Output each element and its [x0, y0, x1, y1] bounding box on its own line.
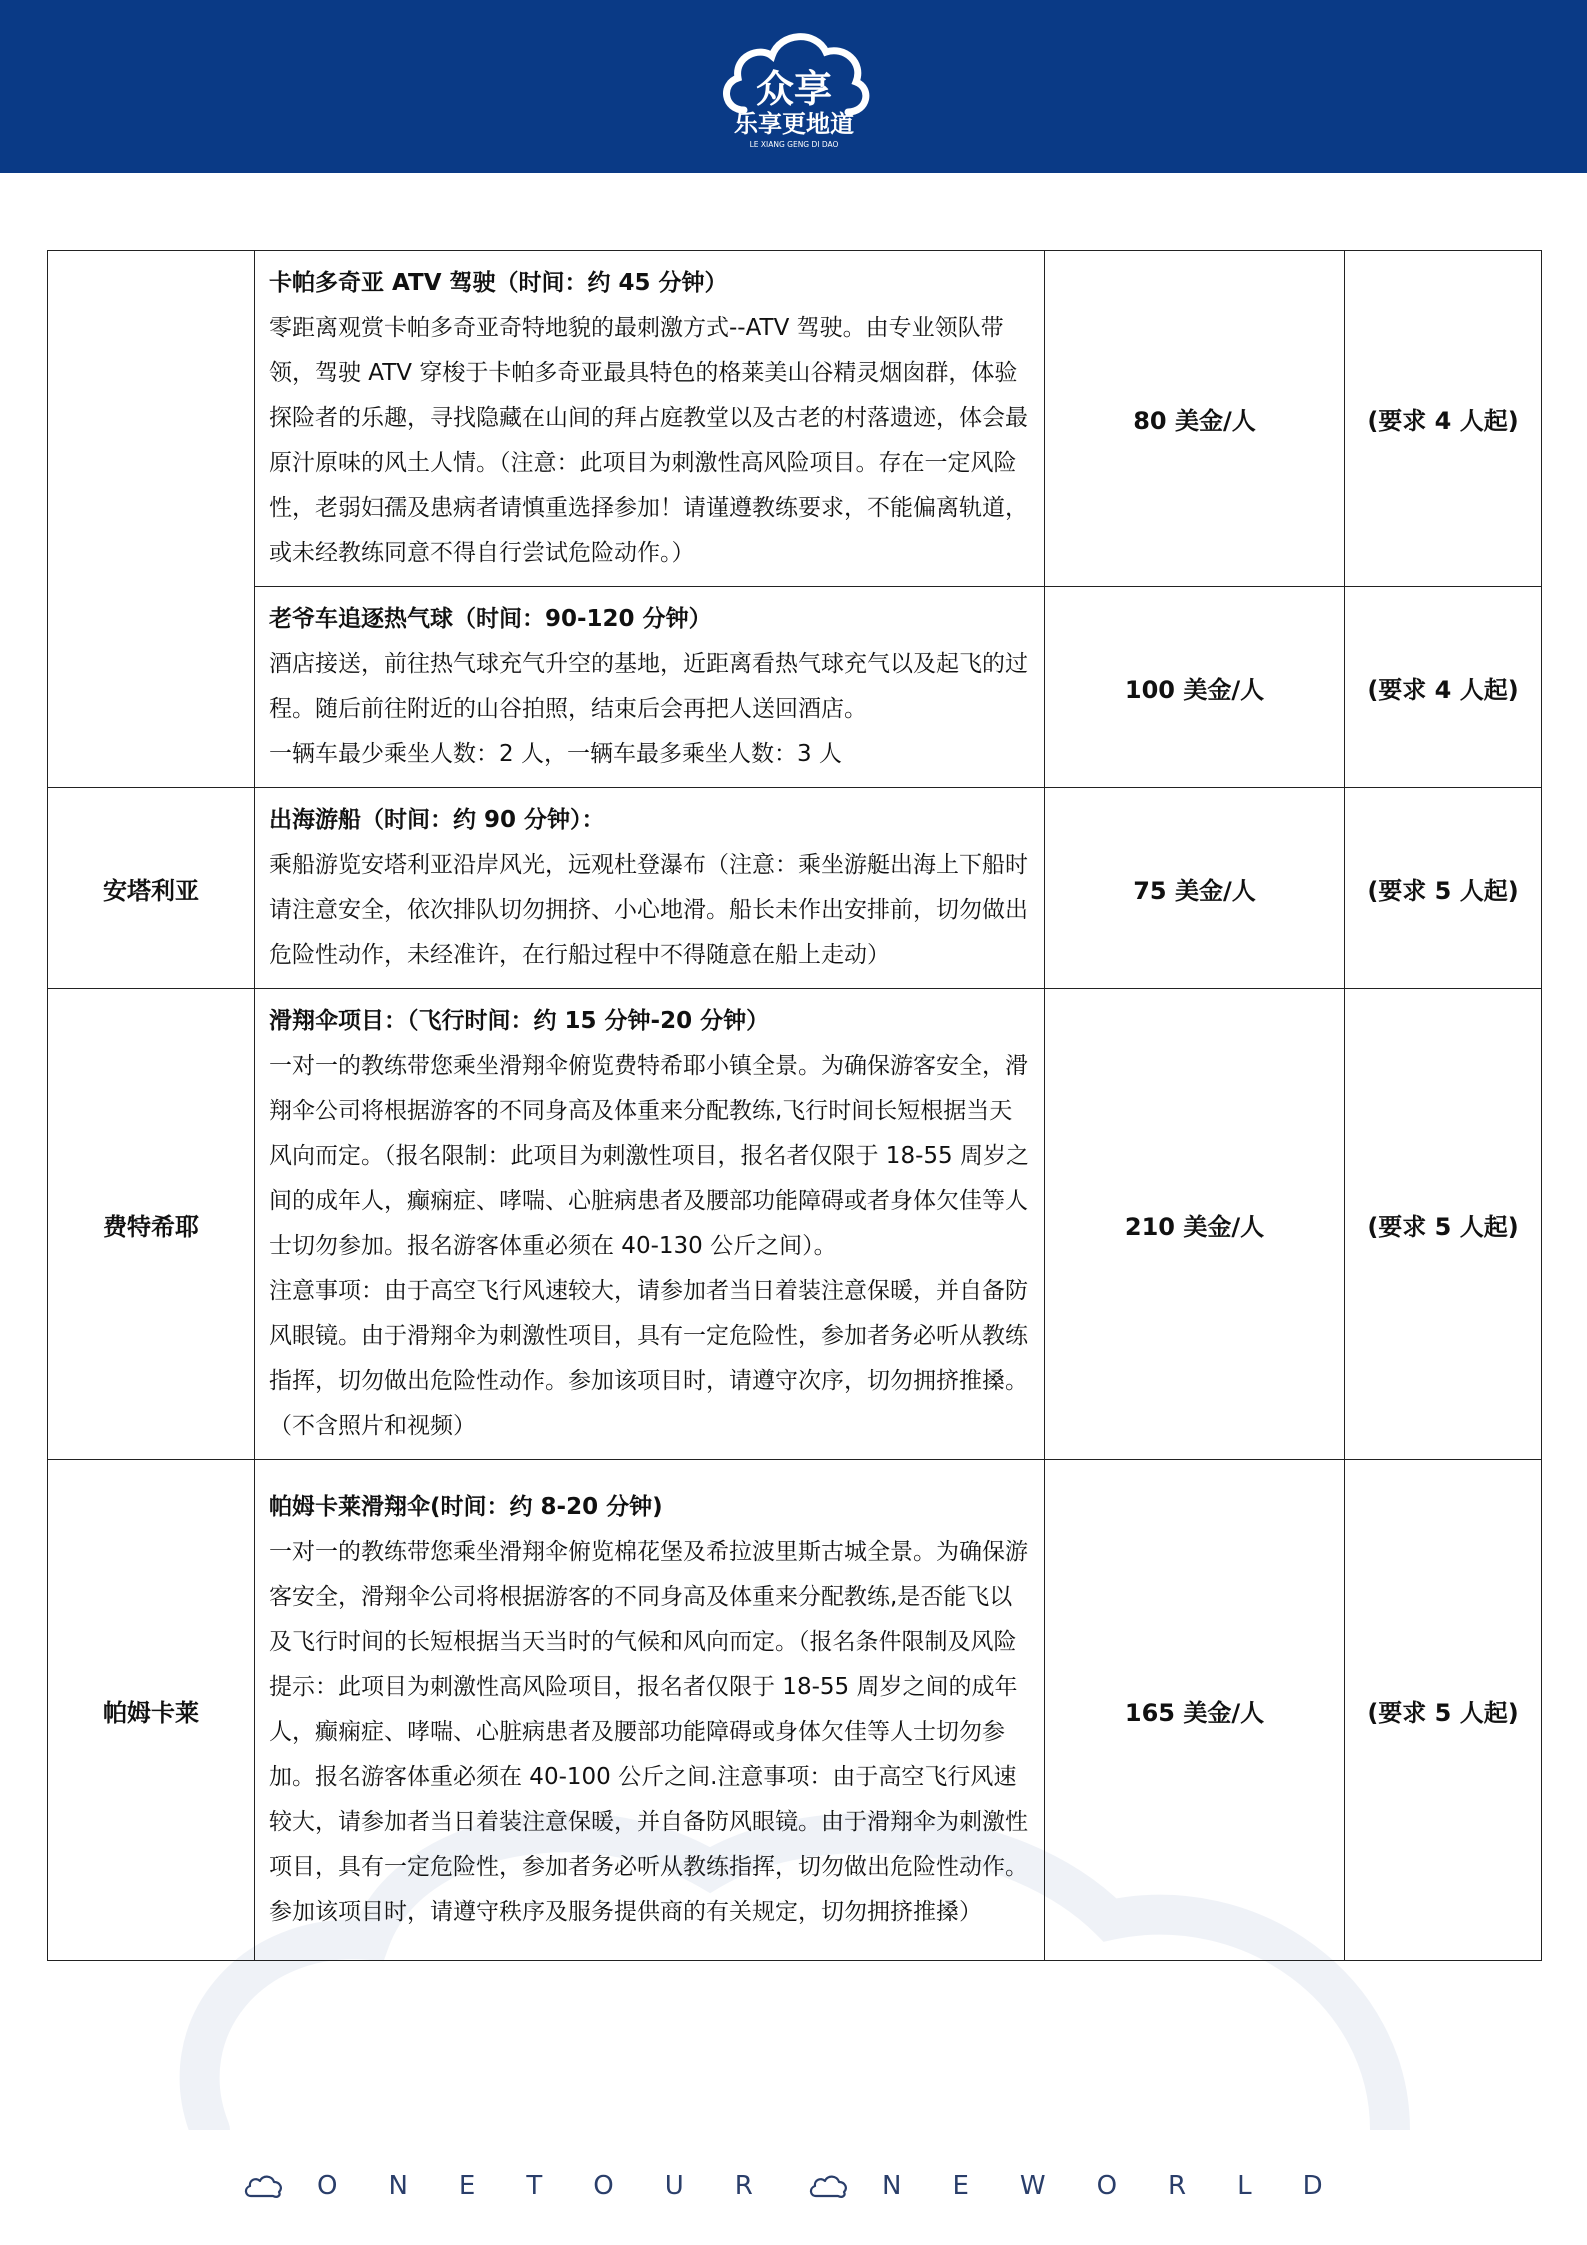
activity-paragraph: 零距离观赏卡帕多奇亚奇特地貌的最刺激方式--ATV 驾驶。由专业领队带领，驾驶 ATV 穿梭于卡帕多奇亚最具特色的格莱美山谷精灵烟囱群，体验探险者的乐趣，寻找隐藏在山间的拜占庭教堂以及古老的村落遗迹，体会最原汁原味的风土人情。（注意：此项目为刺激性高风险项目。存在一定风险性，老弱妇孺及患病者请慎重选择参加！请谨遵教练要求，不能偏离轨道，或未经教练同意不得自行尝试危险动作。） — [269, 315, 1028, 566]
table-row — [48, 251, 1542, 587]
table-row — [48, 587, 1542, 788]
page-header — [0, 0, 1587, 173]
activity-title: 卡帕多奇亚 ATV 驾驶（时间：约 45 分钟） — [269, 270, 728, 296]
table-row — [48, 1460, 1542, 1961]
cloud-icon — [808, 2172, 848, 2200]
logo-slogan: 乐享更地道 — [734, 110, 854, 138]
activity-description — [255, 788, 1045, 989]
cloud-icon — [243, 2172, 283, 2200]
footer-slogan-right — [808, 2166, 1374, 2206]
price-cell: 80 美金/人 — [1045, 251, 1345, 587]
activity-paragraph: 注意事项：由于高空飞行风速较大，请参加者当日着装注意保暖，并自备防风眼镜。由于滑翔伞为刺激性项目，具有一定危险性，参加者务必听从教练指挥，切勿做出危险性动作。参加该项目时，请遵守次序，切勿拥挤推搡。（不含照片和视频） — [269, 1278, 1028, 1439]
activity-description — [255, 251, 1045, 587]
table-row — [48, 989, 1542, 1460]
activity-description — [255, 1460, 1045, 1961]
region-cell: 帕姆卡莱 — [48, 1460, 255, 1961]
logo-title: 众享 — [755, 67, 833, 111]
price-cell: 75 美金/人 — [1045, 788, 1345, 989]
footer-letters-right: NEWORLD — [882, 2171, 1374, 2201]
activity-description — [255, 989, 1045, 1460]
activity-paragraph: 乘船游览安塔利亚沿岸风光，远观杜登瀑布（注意：乘坐游艇出海上下船时请注意安全，依次排队切勿拥挤、小心地滑。船长未作出安排前，切勿做出危险性动作，未经准许，在行船过程中不得随意在船上走动） — [269, 852, 1028, 968]
min-group-cell: (要求 4 人起) — [1345, 251, 1542, 587]
price-cell: 210 美金/人 — [1045, 989, 1345, 1460]
activity-title: 出海游船（时间：约 90 分钟）： — [269, 807, 605, 833]
price-cell: 100 美金/人 — [1045, 587, 1345, 788]
activity-title: 帕姆卡莱滑翔伞(时间：约 8-20 分钟) — [269, 1494, 663, 1520]
logo-pinyin: LE XIANG GENG DI DAO — [749, 140, 839, 149]
page-footer — [0, 2166, 1587, 2206]
activity-paragraph: 酒店接送，前往热气球充气升空的基地，近距离看热气球充气以及起飞的过程。随后前往附近的山谷拍照，结束后会再把人送回酒店。 — [269, 651, 1028, 722]
min-group-cell: (要求 4 人起) — [1345, 587, 1542, 788]
table-row — [48, 788, 1542, 989]
min-group-cell: (要求 5 人起) — [1345, 788, 1542, 989]
activity-description — [255, 587, 1045, 788]
region-cell: 安塔利亚 — [48, 788, 255, 989]
logo-cloud — [716, 22, 872, 152]
activity-table — [47, 250, 1542, 1961]
activity-title: 老爷车追逐热气球（时间：90-120 分钟） — [269, 606, 712, 632]
region-cell: 费特希耶 — [48, 989, 255, 1460]
activity-title: 滑翔伞项目：（飞行时间：约 15 分钟-20 分钟） — [269, 1008, 770, 1034]
min-group-cell: (要求 5 人起) — [1345, 989, 1542, 1460]
min-group-cell: (要求 5 人起) — [1345, 1460, 1542, 1961]
region-cell — [48, 251, 255, 788]
price-cell: 165 美金/人 — [1045, 1460, 1345, 1961]
activity-paragraph: 一对一的教练带您乘坐滑翔伞俯览费特希耶小镇全景。为确保游客安全，滑翔伞公司将根据游客的不同身高及体重来分配教练,飞行时间长短根据当天风向而定。（报名限制：此项目为刺激性项目，报名者仅限于 18-55 周岁之间的成年人，癫痫症、哮喘、心脏病患者及腰部功能障碍或者身体欠佳等人士切勿参加。报名游客体重必须在 40-130 公斤之间）。 — [269, 1053, 1029, 1259]
activity-paragraph: 一对一的教练带您乘坐滑翔伞俯览棉花堡及希拉波里斯古城全景。为确保游客安全，滑翔伞公司将根据游客的不同身高及体重来分配教练,是否能飞以及飞行时间的长短根据当天当时的气候和风向而定。（报名条件限制及风险提示：此项目为刺激性高风险项目，报名者仅限于 18-55 周岁之间的成年人，癫痫症、哮喘、心脏病患者及腰部功能障碍或身体欠佳等人士切勿参加。报名游客体重必须在 40-100 公斤之间.注意事项：由于高空飞行风速较大，请参加者当日着装注意保暖，并自备防风眼镜。由于滑翔伞为刺激性项目，具有一定危险性，参加者务必听从教练指挥，切勿做出危险性动作。参加该项目时，请遵守秩序及服务提供商的有关规定，切勿拥挤推搡） — [269, 1539, 1028, 1925]
footer-letters-left: ONETOUR — [317, 2171, 804, 2201]
activity-paragraph: 一辆车最少乘坐人数：2 人，一辆车最多乘坐人数：3 人 — [269, 741, 842, 767]
footer-slogan-left — [243, 2166, 804, 2206]
